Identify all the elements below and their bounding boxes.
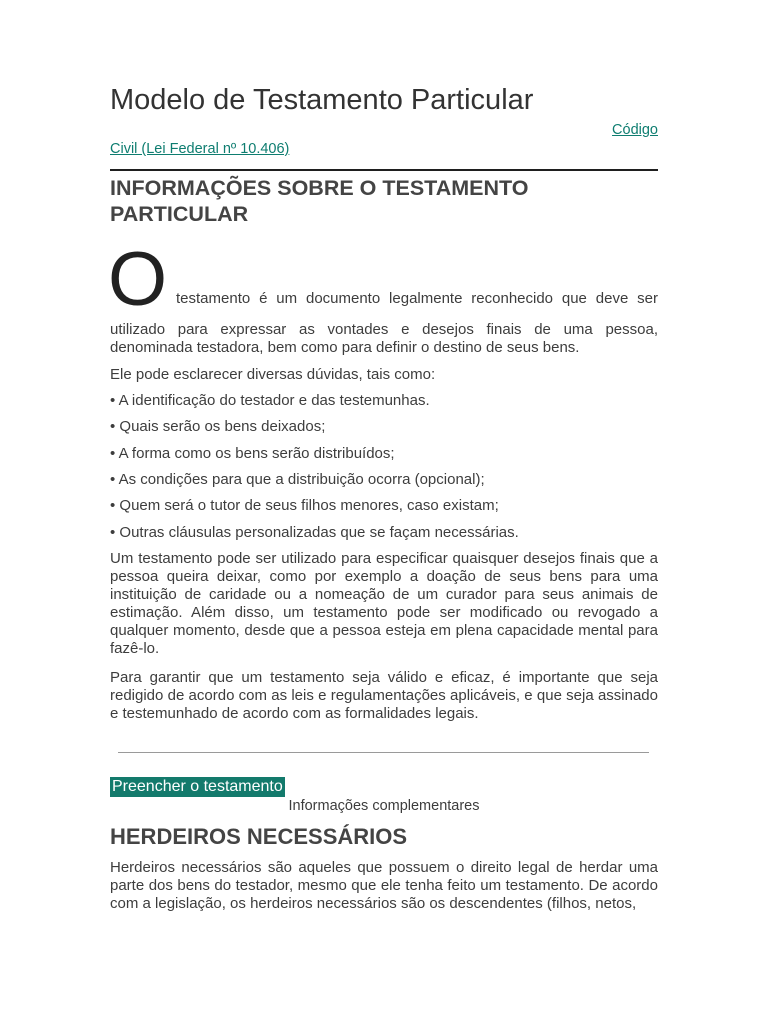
intro-paragraph: utilizado para expressar as vontades e desejos finais de uma pessoa, denominada testadora, bem como para definir o destino de seus bens.	[110, 321, 658, 356]
list-item: • A forma como os bens serão distribuídos;	[110, 445, 395, 462]
complementary-info-label: Informações complementares	[288, 798, 480, 814]
section-divider	[118, 752, 649, 753]
list-item: • A identificação do testador e das testemunhas.	[110, 392, 430, 409]
paragraph-usage: Um testamento pode ser utilizado para especificar quaisquer desejos finais que a pessoa queira deixar, como por exemplo a doação de seus bens para uma instituição de caridade ou a nomeação de um curador para seus animais de estimação. Além disso, um testamento pode ser modificado ou revogado a qualquer momento, desde que a pessoa esteja em plena capacidade mental para fazê-lo.	[110, 550, 658, 657]
section-heading-heirs: HERDEIROS NECESSÁRIOS	[110, 824, 408, 849]
intro-first-line: testamento é um documento legalmente reconhecido que deve ser	[176, 290, 658, 307]
paragraph-heirs: Herdeiros necessários são aqueles que possuem o direito legal de herdar uma parte dos bens do testador, mesmo que ele tenha feito um testamento. De acordo com a legislação, os herdeiros necessários são os descendentes (filhos, netos,	[110, 859, 658, 912]
drop-cap: O	[108, 237, 168, 322]
civil-code-link-part1[interactable]: Código	[612, 122, 658, 138]
title-divider	[110, 169, 658, 171]
page-title: Modelo de Testamento Particular	[110, 84, 534, 116]
paragraph-validity: Para garantir que um testamento seja válido e eficaz, é importante que seja redigido de acordo com as leis e regulamentações aplicáveis, e que seja assinado e testemunhado de acordo com as formalidades legais.	[110, 669, 658, 722]
list-item: • Outras cláusulas personalizadas que se façam necessárias.	[110, 524, 519, 541]
civil-code-link-part2[interactable]: Civil (Lei Federal nº 10.406)	[110, 141, 290, 157]
list-item: • Quais serão os bens deixados;	[110, 418, 326, 435]
fill-testament-button[interactable]: Preencher o testamento	[112, 778, 283, 795]
section-heading-info: INFORMAÇÕES SOBRE O TESTAMENTO PARTICULAR	[110, 176, 529, 226]
list-item: • As condições para que a distribuição ocorra (opcional);	[110, 471, 485, 488]
list-item: • Quem será o tutor de seus filhos menores, caso existam;	[110, 497, 499, 514]
lead-text: Ele pode esclarecer diversas dúvidas, tais como:	[110, 366, 436, 383]
